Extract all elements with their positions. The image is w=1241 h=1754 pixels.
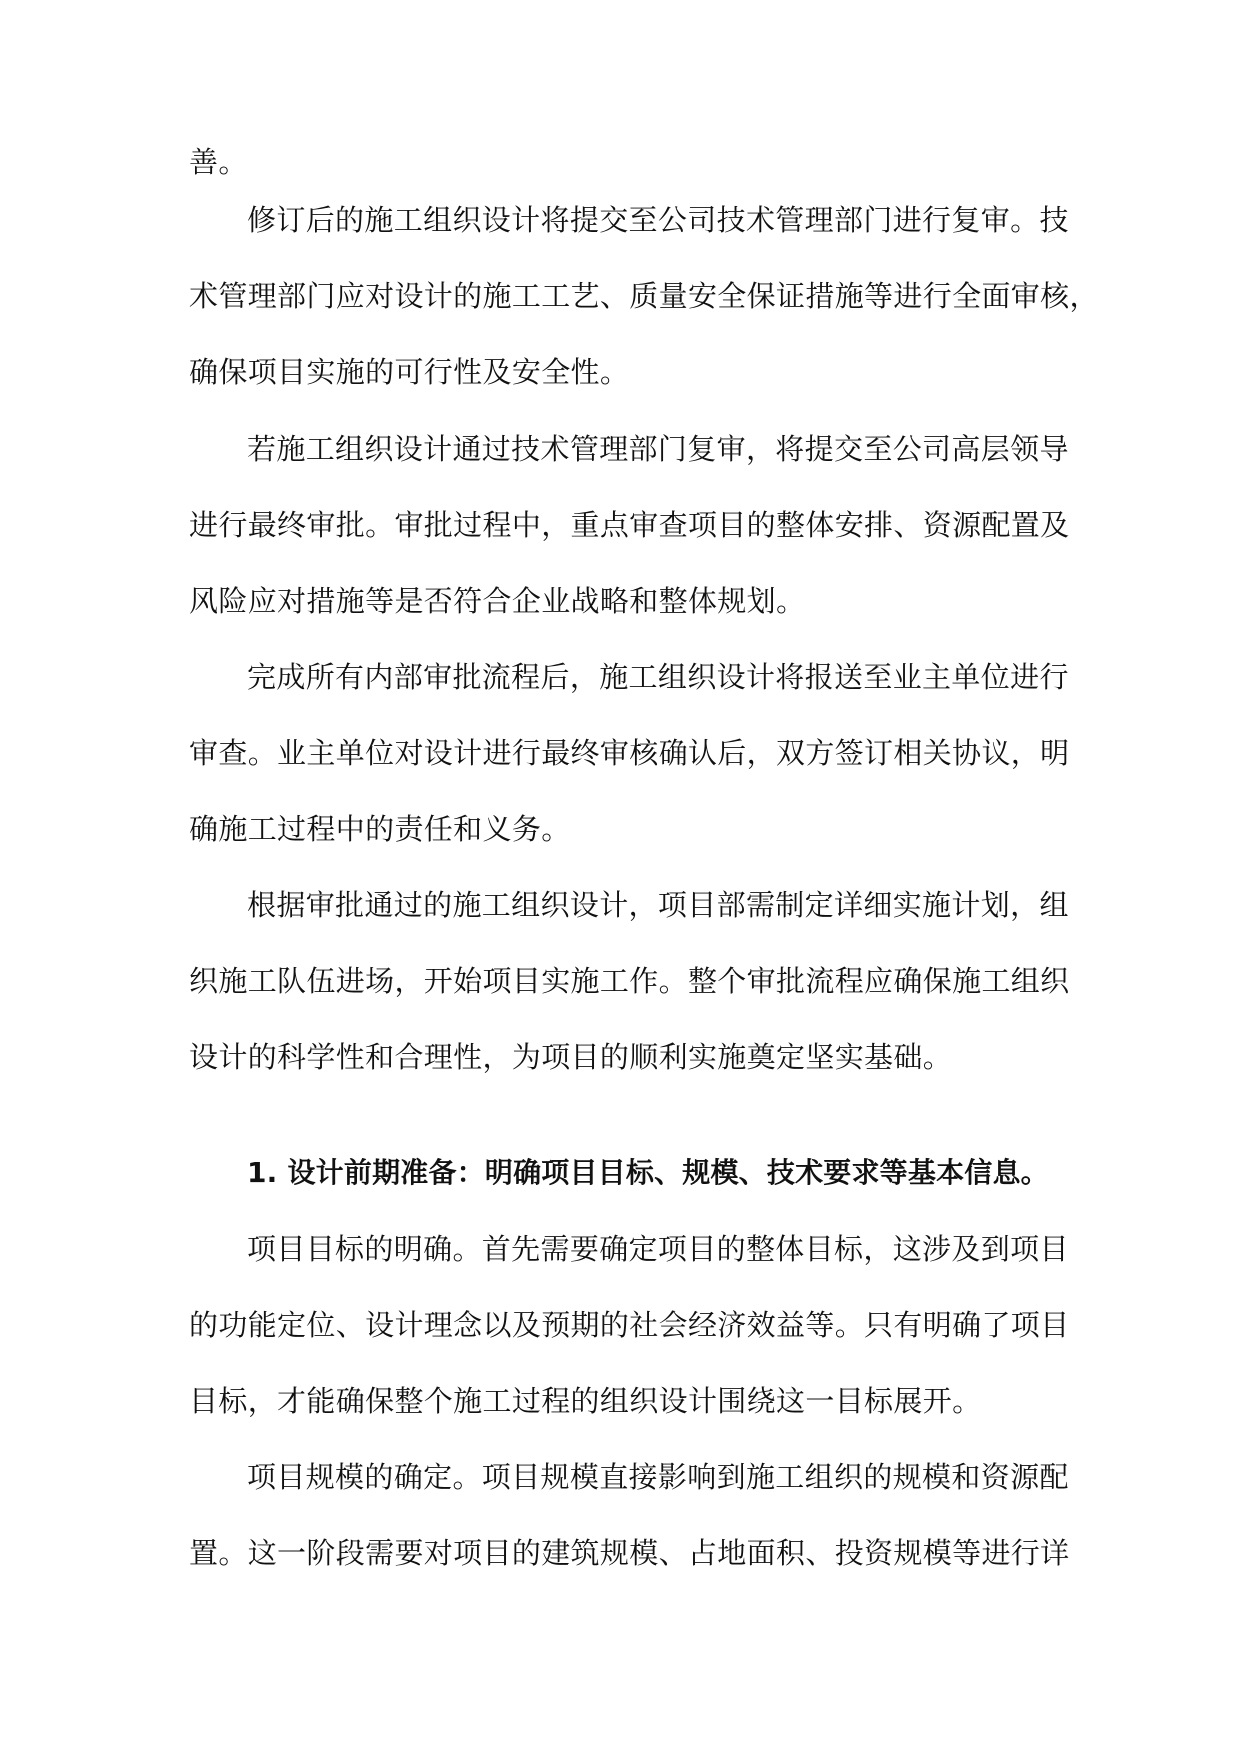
paragraph-review-line-3: 确保项目实施的可行性及安全性。	[189, 355, 630, 389]
paragraph-approval-line-2: 进行最终审批。审批过程中，重点审查项目的整体安排、资源配置及	[189, 508, 1070, 542]
paragraph-owner-line-3: 确施工过程中的责任和义务。	[189, 812, 571, 846]
paragraph-owner-line-2: 审查。业主单位对设计进行最终审核确认后，双方签订相关协议，明	[189, 736, 1070, 770]
paragraph-scale-line-1: 项目规模的确定。项目规模直接影响到施工组织的规模和资源配	[247, 1460, 1069, 1494]
paragraph-approval-line-1: 若施工组织设计通过技术管理部门复审，将提交至公司高层领导	[247, 432, 1069, 466]
paragraph-scale-line-2: 置。这一阶段需要对项目的建筑规模、占地面积、投资规模等进行详	[189, 1536, 1070, 1570]
paragraph-goals-line-3: 目标，才能确保整个施工过程的组织设计围绕这一目标展开。	[189, 1384, 982, 1418]
section-heading: 1. 设计前期准备：明确项目目标、规模、技术要求等基本信息。	[247, 1156, 1049, 1189]
paragraph-implementation-line-2: 织施工队伍进场，开始项目实施工作。整个审批流程应确保施工组织	[189, 964, 1070, 998]
paragraph-implementation-line-1: 根据审批通过的施工组织设计，项目部需制定详细实施计划，组	[247, 888, 1069, 922]
paragraph-owner-line-1: 完成所有内部审批流程后，施工组织设计将报送至业主单位进行	[247, 660, 1069, 694]
paragraph-goals-line-2: 的功能定位、设计理念以及预期的社会经济效益等。只有明确了项目	[189, 1308, 1070, 1342]
paragraph-continuation-line: 善。	[189, 145, 248, 179]
paragraph-implementation-line-3: 设计的科学性和合理性，为项目的顺利实施奠定坚实基础。	[189, 1040, 953, 1074]
paragraph-goals-line-1: 项目目标的明确。首先需要确定项目的整体目标，这涉及到项目	[247, 1232, 1069, 1266]
paragraph-review-line-2: 术管理部门应对设计的施工工艺、质量安全保证措施等进行全面审核，	[189, 279, 1099, 313]
paragraph-approval-line-3: 风险应对措施等是否符合企业战略和整体规划。	[189, 584, 806, 618]
paragraph-review-line-1: 修订后的施工组织设计将提交至公司技术管理部门进行复审。技	[247, 203, 1069, 237]
